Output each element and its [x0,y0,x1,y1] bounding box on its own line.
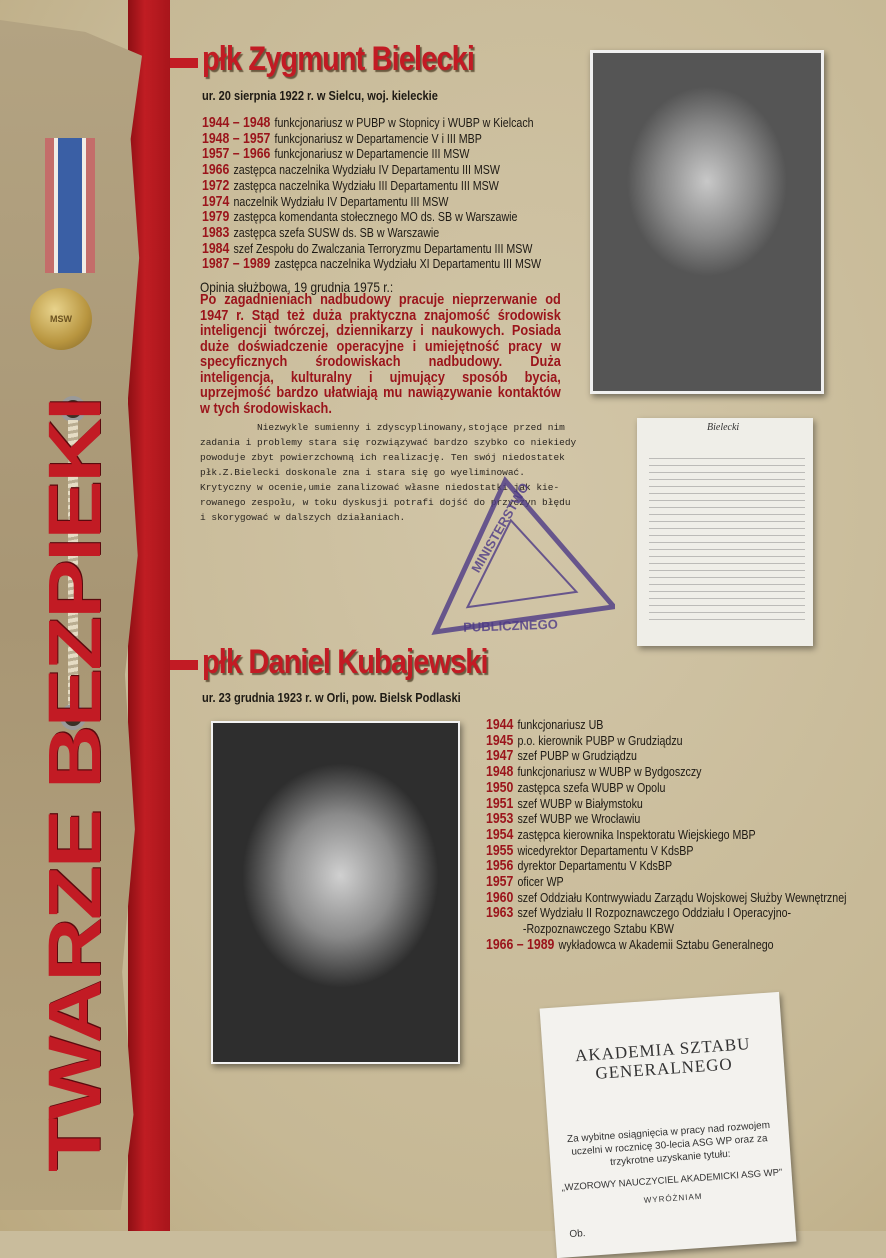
career-entry [486,843,846,859]
career-year: 1963 [486,904,514,922]
career-entry [486,921,846,937]
career-entry [202,146,541,162]
career-text: zastępca naczelnika Wydziału XI Departamentu III MSW [274,256,542,272]
career-entry [202,178,541,194]
career-entry [486,764,846,780]
career-entry [202,162,541,178]
career-entry [202,131,541,147]
career-year: 1953 [486,810,514,828]
career-year: 1951 [486,794,514,812]
career-text: zastępca naczelnika Wydziału IV Departamentu III MSW [233,162,500,178]
career-entry [202,194,541,210]
person1-name: płk Zygmunt Bielecki [202,40,475,78]
career-text: zastępca komendanta stołecznego MO ds. SB w Warszawie [233,209,518,225]
career-year: 1966 [202,161,230,179]
career-year: 1944 [486,716,514,733]
person1-born: ur. 20 sierpnia 1922 r. w Sielcu, woj. kieleckie [202,88,438,103]
diploma-institution: AKADEMIA SZTABU GENERALNEGO [574,1034,751,1083]
career-text: zastępca szefa WUBP w Opolu [517,779,666,795]
archival-document [637,418,813,646]
ministry-stamp [415,460,615,640]
career-entry [486,811,846,827]
career-entry [486,827,846,843]
career-year: 1948 – 1957 [202,129,271,147]
poster-title: TWARZE BEZPIEKI [33,398,116,1172]
career-year: 1972 [202,176,230,194]
career-year: 1950 [486,778,514,796]
career-entry [202,241,541,257]
career-entry [486,937,846,953]
document-text-lines [649,458,805,626]
career-year: 1966 – 1989 [486,935,555,953]
career-entry [202,256,541,272]
opinion-heading: Opinia służbowa, 19 grudnia 1975 r.: [200,279,394,295]
career-text: oficer WP [517,874,564,890]
career-entry [486,905,846,921]
career-year: 1955 [486,841,514,859]
svg-text:PUBLICZNEGO: PUBLICZNEGO [462,616,559,635]
career-text: szef Oddziału Kontrwywiadu Zarządu Wojskowej Służby Wewnętrznej [517,889,847,905]
diploma-document [540,992,797,1258]
career-year: 1987 – 1989 [202,255,271,273]
career-year: 1974 [202,192,230,210]
career-text: p.o. kierownik PUBP w Grudziądzu [517,732,683,748]
career-year: 1983 [202,223,230,241]
document-handwriting: Bielecki [707,422,740,433]
career-year: 1954 [486,825,514,843]
career-text: zastępca kierownika Inspektoratu Wiejskiego MBP [517,826,756,842]
diploma-distinction: WYRÓŻNIAM [643,1191,703,1205]
career-text: -Rozpoznawczego Sztabu KBW [522,921,674,937]
medal-ribbon [45,138,95,273]
career-entry [486,874,846,890]
career-year: 1948 [486,763,514,781]
career-year: 1957 – 1966 [202,145,271,163]
career-entry [486,733,846,749]
title-dash [170,58,198,68]
career-entry [486,890,846,906]
career-text: zastępca naczelnika Wydziału III Departamentu III MSW [233,177,499,193]
medal-icon [30,288,92,350]
person1-photo [590,50,824,394]
career-year: 1944 – 1948 [202,114,271,131]
career-year: 1984 [202,239,230,257]
career-text: funkcjonariusz w Departamencie V i III MBP [274,130,482,146]
person2-career [486,717,846,953]
opinion-text: Po zagadnieniach nadbudowy pracuje nieprzerwanie od 1947 r. Stąd też duża praktyczna znajomość środowisk inteligencji twórczej, dziennikarzy i naukowych. Posiada duże doświadczenie operacyjne i umiejętność pracy w specyficznych środowiskach nadbudowy. Duża inteligencja, kulturalny i ujmujący sposób bycia, uprzejmość bardzo ułatwiają mu nawiązywanie kontaktów w tych środowiskach. [200,292,561,417]
career-year: 1960 [486,888,514,906]
career-text: dyrektor Departamentu V KdsBP [517,858,673,874]
diploma-award: „WZOROWY NAUCZYCIEL AKADEMICKI ASG WP” [561,1167,783,1194]
career-text: funkcjonariusz w Departamencie III MSW [274,146,470,162]
career-text: wykładowca w Akademii Sztabu Generalnego [558,936,774,952]
diploma-recipient-label: Ob. [569,1228,586,1241]
medal-text: MSW [50,314,72,324]
career-year: 1957 [486,873,514,891]
title-dash [170,660,198,670]
career-entry [486,796,846,812]
career-text: funkcjonariusz w PUBP w Stopnicy i WUBP w Kielcach [274,115,534,130]
person2-photo [211,721,460,1064]
career-text: szef WUBP w Białymstoku [517,795,643,811]
career-text: funkcjonariusz w WUBP w Bydgoszczy [517,764,702,780]
career-text: funkcjonariusz UB [517,717,604,732]
svg-text:MINISTERSTWO: MINISTERSTWO [468,480,532,576]
career-entry [202,209,541,225]
diploma-body: Za wybitne osiągnięcia w pracy nad rozwojem uczelni w rocznicę 30-lecia ASG WP oraz za trzykrotne uzyskanie tytułu: [566,1119,771,1169]
career-entry [486,858,846,874]
career-entry [486,748,846,764]
red-band [128,0,170,1231]
career-text: szef Wydziału II Rozpoznawczego Oddziału I Operacyjno- [517,905,792,921]
career-entry [486,717,846,733]
career-text: szef Zespołu do Zwalczania Terroryzmu Departamentu III MSW [233,240,533,256]
person2-born: ur. 23 grudnia 1923 r. w Orli, pow. Bielsk Podlaski [202,690,461,705]
person2-name: płk Daniel Kubajewski [202,643,488,681]
career-text: naczelnik Wydziału IV Departamentu III MSW [233,193,449,209]
career-year: 1956 [486,857,514,875]
career-year: 1945 [486,731,514,749]
career-text: zastępca szefa SUSW ds. SB w Warszawie [233,224,440,240]
career-entry [202,115,541,131]
career-year: 1979 [202,208,230,226]
typed-excerpt: Niezwykle sumienny i zdyscyplinowany,stojące przed nim zadania i problemy stara się rozwiązywać bardzo szybko co niekiedy powoduje zbyt powierzchowną ich realizację. Ten swój niedostatek płk.Z.Bielecki doskonale zna i stara się go wyeliminować. Krytyczny w ocenie,umie zanalizować własne niedostatki jak kie- rowanego zespołu, w toku dyskusji potrafi dojść do przyczyn błędu i skorygować w dalszych działaniach. [200,422,577,523]
career-entry [486,780,846,796]
career-text: szef PUBP w Grudziądzu [517,748,637,764]
career-entry [202,225,541,241]
career-year: 1947 [486,747,514,765]
career-text: wicedyrektor Departamentu V KdsBP [517,842,694,858]
person1-career [202,115,541,272]
career-text: szef WUBP we Wrocławiu [517,811,641,827]
